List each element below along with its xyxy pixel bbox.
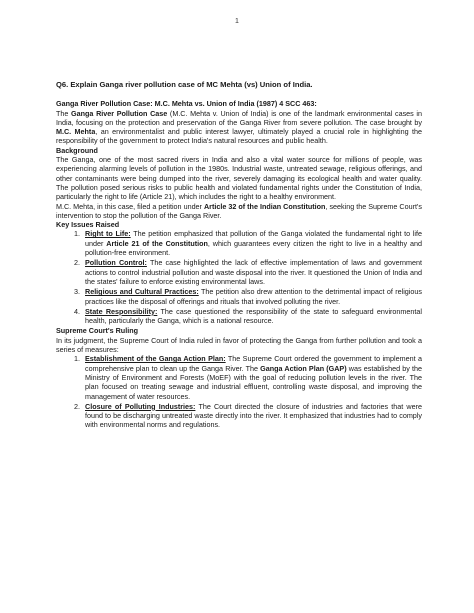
key-issues-heading: Key Issues Raised	[56, 220, 120, 230]
key-issues-list	[56, 229, 422, 325]
page-number: 1	[235, 18, 239, 25]
ruling-list	[56, 354, 422, 429]
article-32: Article 32 of the Indian Constitution	[203, 201, 326, 211]
mehta-name: M.C. Mehta	[56, 127, 96, 137]
list-item: 1. Right to Life: The petition emphasized that pollution of the Ganga violated the fundamental right to life under Article 21 of the Constitution, which guarantees every citizen the right to live in a healthy and pollution-free environment.	[82, 229, 422, 257]
background-paragraph-1: The Ganga, one of the most sacred rivers in India and also a vital water source for millions of people, was experiencing alarming levels of pollution in the 1980s. Industrial waste, untreated sewage, religious offerings, and other contaminants were being dumped into the river, severely damaging its ecological health and water quality. The pollution posed serious risks to public health and violated fundamental rights under the Constitution of India, particularly the right to life (Article 21), which includes the right to a healthy environment.	[56, 155, 422, 202]
intro-paragraph: The Ganga River Pollution Case (M.C. Mehta v. Union of India) is one of the landmark environmental cases in India, focusing on the protection and preservation of the Ganga River from severe pollution. The case brought by M.C. Mehta, an environmentalist and public interest lawyer, ultimately played a crucial role in highlighting the responsibility of the government to protect India's natural resources and public health.	[56, 108, 423, 146]
list-item: 1. Establishment of the Ganga Action Plan: The Supreme Court ordered the government to implement a comprehensive plan to clean up the Ganga River. The Ganga Action Plan (GAP) was established by the Ministry of Environment and Forests (MoEF) with the goal of reducing pollution levels in the river. The plan focused on treating sewage and industrial effluent, controlling waste disposal, and improving the management of water resources.	[82, 354, 422, 400]
background-paragraph-2: M.C. Mehta, in this case, filed a petition under Article 32 of the Indian Constitution, seeking the Supreme Court's intervention to stop the pollution of the Ganga River.	[56, 201, 422, 220]
ruling-heading: Supreme Court's Ruling	[56, 326, 138, 336]
ruling-intro: In its judgment, the Supreme Court of India ruled in favor of protecting the Ganga from further pollution and took a series of measures:	[56, 335, 422, 355]
case-title: Ganga River Pollution Case: M.C. Mehta vs. Union of India (1987) 4 SCC 463:	[56, 99, 317, 109]
list-item: 3. Religious and Cultural Practices: The petition also drew attention to the detrimental impact of religious practices like the disposal of offerings and rituals that involved polluting the river.	[82, 287, 422, 306]
question-heading: Q6. Explain Ganga river pollution case of MC Mehta (vs) Union of India.	[56, 80, 313, 89]
list-item: 2. Pollution Control: The case highlighted the lack of effective implementation of laws and government actions to control industrial pollution and waste disposal into the river. It questioned the Union of India and the states' failure to enforce existing environmental laws.	[82, 258, 422, 286]
document-body	[56, 80, 422, 431]
background-heading: Background	[56, 145, 98, 155]
case-name: Ganga River Pollution Case	[71, 108, 168, 118]
list-item: 2. Closure of Polluting Industries: The Court directed the closure of industries and factories that were found to be discharging untreated waste directly into the river. It emphasized that industries had to comply with environmental norms and regulations.	[82, 402, 422, 430]
list-item: 4. State Responsibility: The case questioned the responsibility of the state to safeguard environmental health, particularly the Ganga, which is a national resource.	[82, 307, 422, 326]
